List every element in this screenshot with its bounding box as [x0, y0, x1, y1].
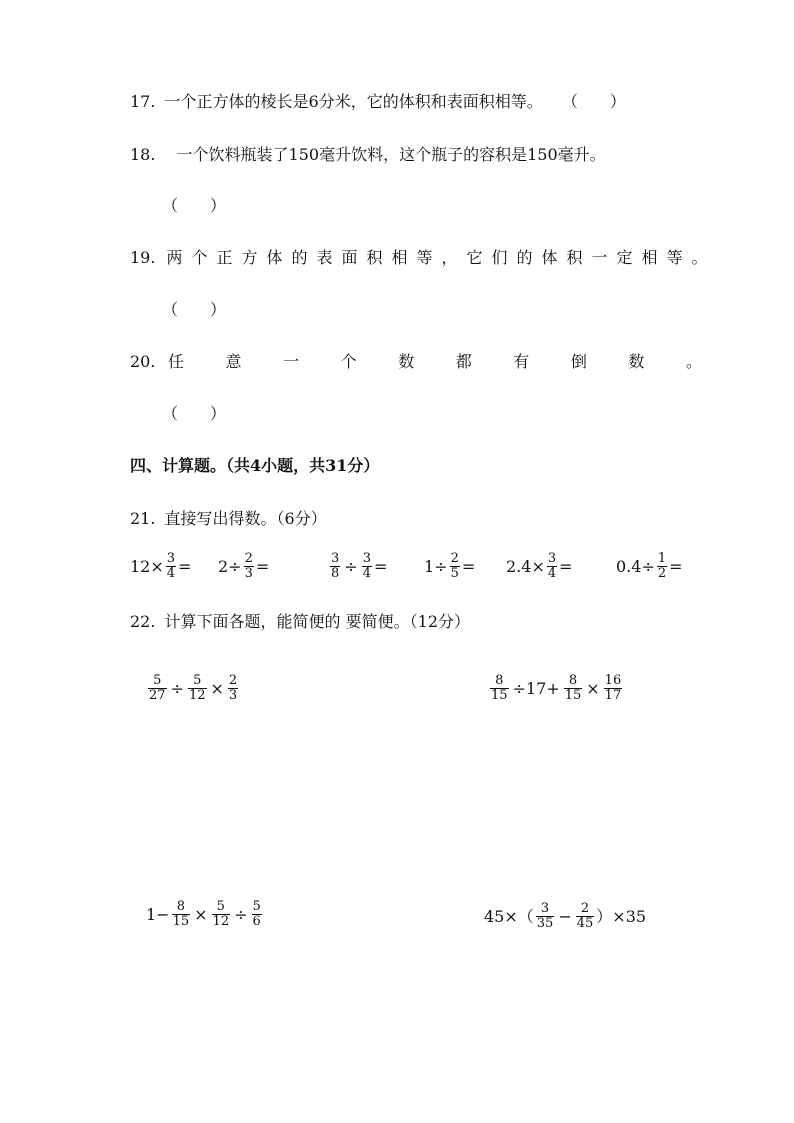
question-number: 21. [130, 509, 156, 528]
oral-item-5 [506, 552, 573, 581]
fraction: $\frac{5}{12}$ [212, 899, 230, 929]
fraction: $\frac{2}{5}$ [450, 551, 459, 581]
fraction: $\frac{3}{4}$ [166, 551, 176, 581]
fraction: $\frac{5}{6}$ [252, 899, 261, 929]
oral-item-3 [328, 552, 387, 581]
question-text: 直接写出得数。（6分） [164, 509, 327, 528]
equals-sign: = [255, 556, 270, 576]
expr-tail: ）×35 [596, 906, 647, 926]
fraction: $\frac{8}{15}$ [491, 673, 508, 703]
oral-item-1 [130, 552, 191, 581]
question-number: 17. [130, 92, 156, 111]
char: 有 [513, 352, 530, 371]
question-text: 一个饮料瓶装了150毫升饮料，这个瓶子的容积是150毫升。 [176, 145, 606, 164]
operator: ÷ [234, 904, 248, 924]
operator: ÷ [170, 678, 184, 698]
fraction: $\frac{5}{12}$ [188, 673, 206, 703]
answer-parentheses[interactable]: （ ） [162, 404, 227, 423]
fraction: $\frac{8}{15}$ [564, 673, 582, 703]
fraction: $\frac{2}{3}$ [244, 551, 253, 581]
operator: × [210, 678, 224, 698]
question-text: 两个正方体的表面积相等，它们的体积一定相等。 [166, 248, 717, 267]
operator: × [586, 678, 600, 698]
fraction: $\frac{1}{2}$ [657, 551, 667, 581]
equals-sign: = [461, 556, 476, 576]
equals-sign: = [373, 556, 388, 576]
calc-expression-1 [146, 674, 240, 703]
char: 倒 [570, 352, 587, 371]
char: 都 [455, 352, 472, 371]
char: 意 [225, 352, 242, 371]
expr-lead: 45×（ [484, 906, 534, 926]
oral-item-4 [424, 552, 475, 581]
char: 一 [283, 352, 300, 371]
operator: ÷17+ [512, 678, 560, 698]
equals-sign: = [178, 556, 192, 576]
fraction: $\frac{2}{3}$ [228, 673, 238, 703]
expr-lead: 12× [130, 556, 164, 576]
question-number: 18. [130, 145, 156, 164]
char: 任 [168, 352, 185, 371]
fraction: $\frac{16}{17}$ [604, 673, 622, 703]
fraction: $\frac{8}{15}$ [172, 899, 190, 929]
question-22 [130, 612, 470, 632]
calc-expression-2 [488, 674, 624, 703]
answer-parentheses[interactable]: （ ） [162, 300, 227, 319]
operator: − [558, 906, 572, 926]
char: 数 [398, 352, 415, 371]
fraction: $\frac{5}{27}$ [149, 673, 166, 703]
section-heading: 四、计算题。（共4小题，共31分） [130, 456, 380, 475]
expr-lead: 1− [146, 904, 170, 924]
char: 个 [340, 352, 357, 371]
question-19 [130, 248, 717, 268]
expr-lead: 2÷ [218, 556, 242, 576]
question-text: 计算下面各题，能简便的 要简便。（12分） [164, 612, 470, 631]
fraction: $\frac{3}{35}$ [536, 901, 554, 931]
equals-sign: = [559, 556, 573, 576]
question-number: 19. [130, 248, 156, 267]
question-number-20: 20. [130, 352, 156, 371]
expr-lead: 1÷ [424, 556, 448, 576]
expr-lead: 0.4÷ [616, 556, 655, 576]
answer-parentheses[interactable]: （ ） [561, 92, 626, 111]
question-17 [130, 92, 626, 112]
question-21 [130, 509, 327, 529]
operator: ÷ [344, 556, 358, 576]
oral-item-2 [218, 552, 269, 581]
question-text-20 [168, 352, 702, 372]
oral-item-6 [616, 552, 683, 581]
operator: × [194, 904, 208, 924]
fraction: $\frac{3}{4}$ [547, 551, 557, 581]
expr-lead: 2.4× [506, 556, 545, 576]
question-number: 22. [130, 612, 156, 631]
char: 数 [628, 352, 645, 371]
equals-sign: = [669, 556, 683, 576]
char: 。 [685, 352, 702, 371]
answer-parentheses[interactable]: （ ） [162, 196, 227, 215]
fraction: $\frac{3}{8}$ [331, 551, 340, 581]
question-text: 一个正方体的棱长是6分米，它的体积和表面积相等。 [164, 92, 543, 111]
question-18 [130, 145, 606, 165]
calc-expression-4 [484, 902, 646, 931]
fraction: $\frac{3}{4}$ [362, 551, 371, 581]
calc-expression-3 [146, 900, 264, 929]
fraction: $\frac{2}{45}$ [576, 901, 594, 931]
